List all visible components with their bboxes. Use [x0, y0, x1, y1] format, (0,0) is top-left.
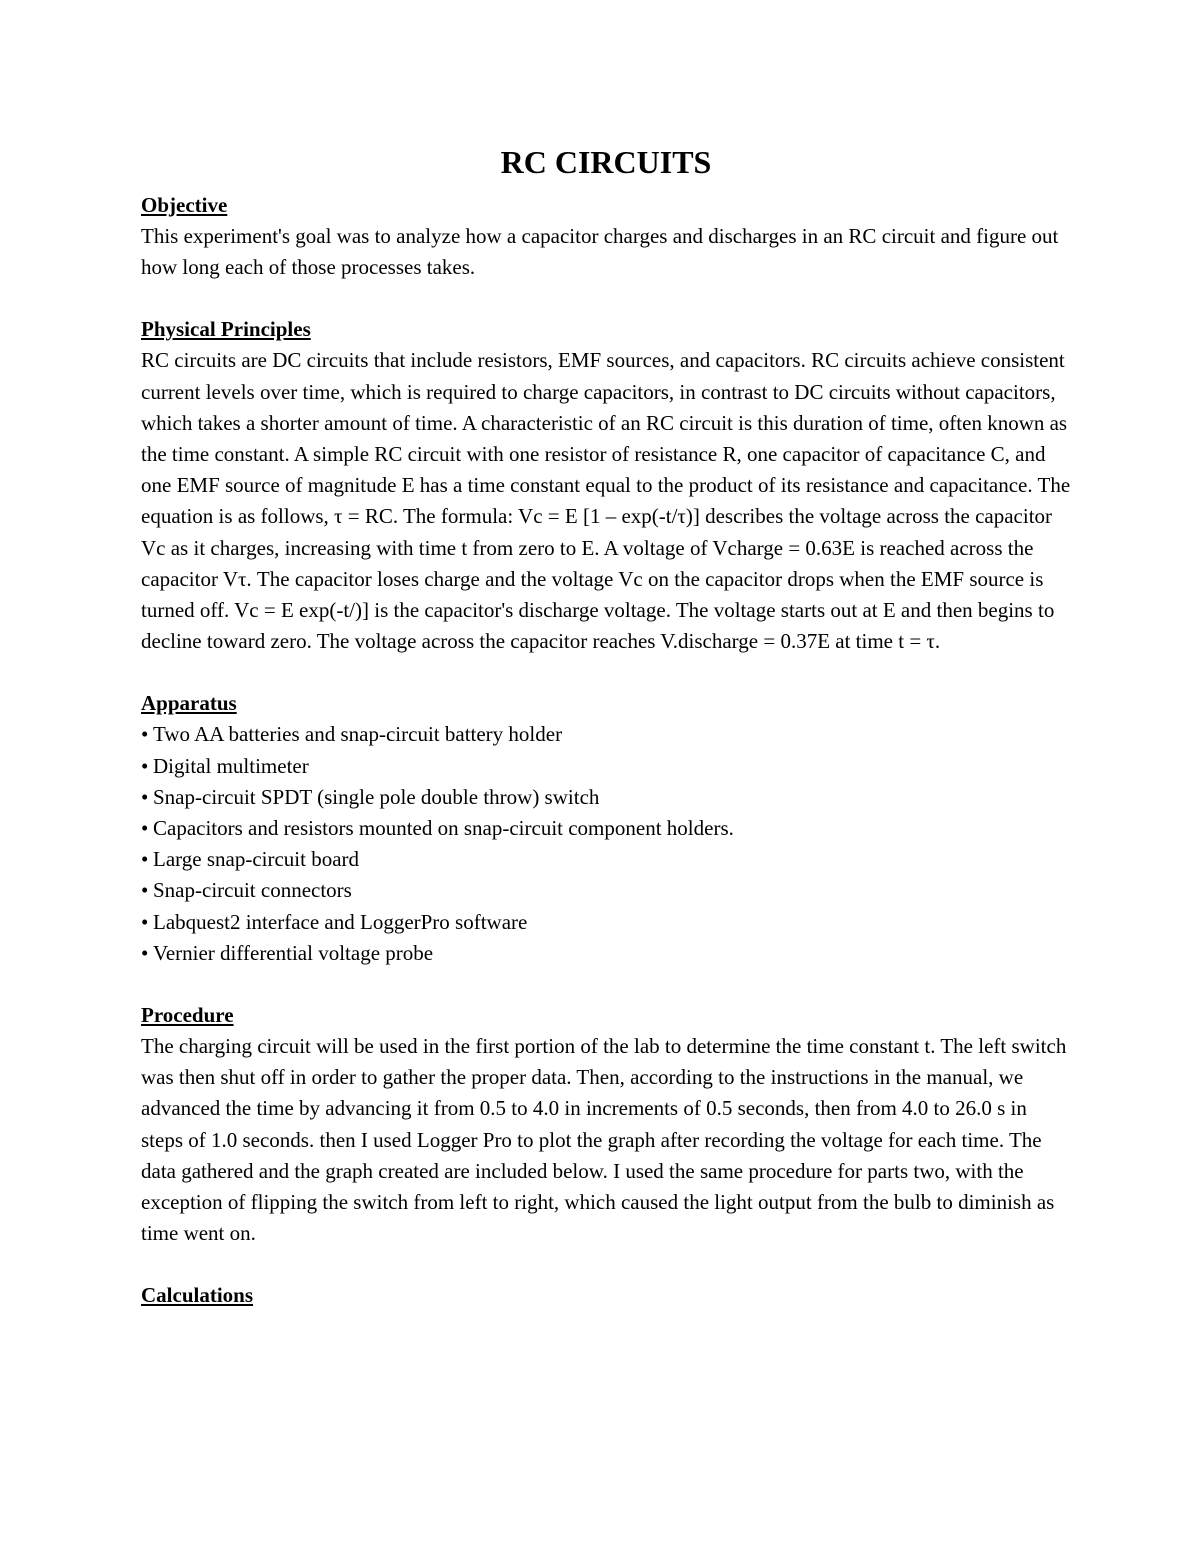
apparatus-item — [141, 751, 1071, 782]
bullet-icon: • — [141, 753, 149, 778]
apparatus-item-text: Snap-circuit connectors — [153, 878, 352, 903]
objective-section — [141, 190, 1071, 283]
apparatus-heading: Apparatus — [141, 691, 237, 716]
apparatus-item-text: Capacitors and resistors mounted on snap-circuit component holders. — [153, 816, 734, 841]
apparatus-item — [141, 719, 1071, 750]
apparatus-item-text: Large snap-circuit board — [153, 847, 360, 872]
objective-text: This experiment's goal was to analyze how a capacitor charges and discharges in an RC circuit and figure out how long each of those processes takes. — [141, 224, 1059, 280]
apparatus-item — [141, 907, 1071, 938]
calculations-heading: Calculations — [141, 1283, 254, 1308]
physical-principles-section — [141, 314, 1071, 657]
apparatus-item-text: Snap-circuit SPDT (single pole double throw) switch — [153, 784, 600, 809]
document-title: RC CIRCUITS — [500, 144, 712, 180]
bullet-icon: • — [141, 816, 149, 841]
bullet-icon: • — [141, 909, 149, 934]
document-content — [141, 138, 1071, 1342]
bullet-icon: • — [141, 940, 149, 965]
procedure-text: The charging circuit will be used in the first portion of the lab to determine the time constant t. The left switch was then shut off in order to gather the proper data. Then, according to the instructions in the manual, we advanced the time by advancing it from 0.5 to 4.0 in increments of 0.5 seconds, then from 4.0 to 26.0 s in steps of 1.0 seconds. then I used Logger Pro to plot the graph after recording the voltage for each time. The data gathered and the graph created are included below. I used the same procedure for parts two, with the exception of flipping the switch from left to right, which caused the light output from the bulb to diminish as time went on. — [141, 1034, 1067, 1246]
procedure-section — [141, 1000, 1071, 1249]
physical-principles-heading: Physical Principles — [141, 317, 311, 342]
bullet-icon: • — [141, 847, 149, 872]
apparatus-item — [141, 938, 1071, 969]
apparatus-item — [141, 875, 1071, 906]
apparatus-item-text: Vernier differential voltage probe — [153, 940, 434, 965]
apparatus-item-text: Labquest2 interface and LoggerPro software — [153, 909, 528, 934]
bullet-icon: • — [141, 784, 149, 809]
apparatus-section — [141, 688, 1071, 969]
procedure-heading: Procedure — [141, 1003, 234, 1028]
bullet-icon: • — [141, 722, 149, 747]
calculations-section — [141, 1280, 1071, 1311]
apparatus-item-text: Digital multimeter — [153, 753, 309, 778]
apparatus-item — [141, 844, 1071, 875]
objective-heading: Objective — [141, 193, 228, 217]
apparatus-item — [141, 782, 1071, 813]
apparatus-list — [141, 719, 1071, 969]
apparatus-item-text: Two AA batteries and snap-circuit battery holder — [153, 722, 563, 747]
apparatus-item — [141, 813, 1071, 844]
physical-principles-text: RC circuits are DC circuits that include resistors, EMF sources, and capacitors. RC circuits achieve consistent current levels over time, which is required to charge capacitors, in contrast to DC circuits without capacitors, which takes a shorter amount of time. A characteristic of an RC circuit is this duration of time, often known as the time constant. A simple RC circuit with one resistor of resistance R, one capacitor of capacitance C, and one EMF source of magnitude E has a time constant equal to the product of its resistance and capacitance. The equation is as follows, τ = RC. The formula: Vc = E [1 – exp(-t/τ)] describes the voltage across the capacitor Vc as it charges, increasing with time t from zero to E. A voltage of Vcharge = 0.63E is reached across the capacitor Vτ. The capacitor loses charge and the voltage Vc on the capacitor drops when the EMF source is turned off. Vc = E exp(-t/)] is the capacitor's discharge voltage. The voltage starts out at E and then begins to decline toward zero. The voltage across the capacitor reaches V.discharge = 0.37E at time t = τ. — [141, 348, 1071, 654]
bullet-icon: • — [141, 878, 149, 903]
